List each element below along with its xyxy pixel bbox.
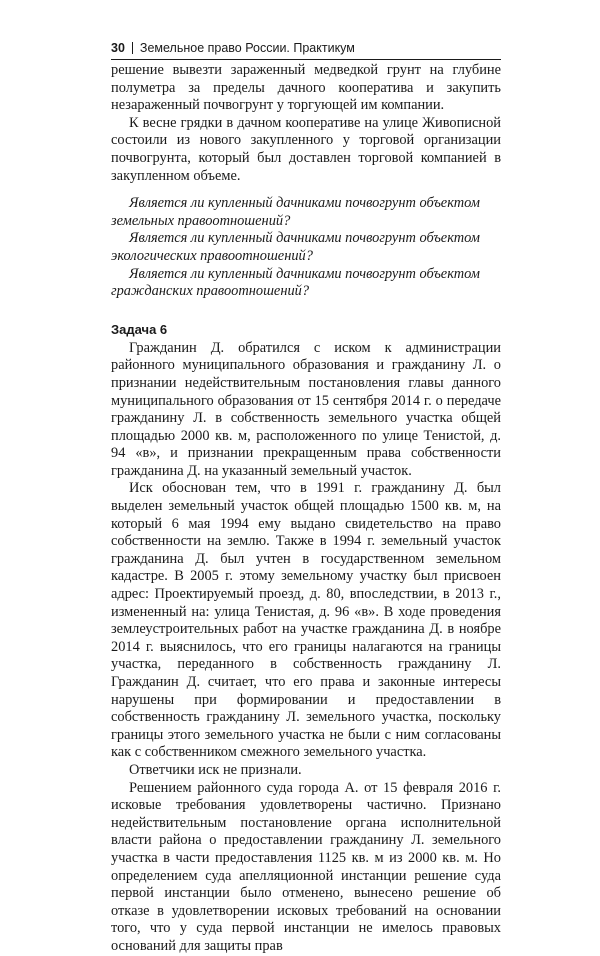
task-title: Задача 6 bbox=[111, 321, 168, 337]
header-separator bbox=[132, 42, 133, 54]
running-header bbox=[111, 40, 355, 56]
page-body bbox=[111, 62, 501, 956]
question-2: Является ли купленный дачниками почвогрунт объектом экологических правоотношений? bbox=[111, 230, 480, 264]
page-number: 30 bbox=[111, 41, 125, 55]
task-paragraph: Гражданин Д. обратился с иском к администрации районного муниципального образования и гражданину Л. о признании недействительным постановления главы данного муниципального образования от 15 сентября 2014 г. о передаче гражданину Л. в собственность земельного участка общей площадью 2000 кв. м, расположенного по улице Тенистой, д. 94 «в», и признании прекращенным права собственности гражданина Д. на указанный земельный участок. bbox=[111, 339, 501, 479]
task-paragraph: Решением районного суда города А. от 15 февраля 2016 г. исковые требования удовлетворены частично. Признано недействительным постановление органа исполнительной власти района о предоставлении гражданину Л. земельного участка в части предоставления 1125 кв. м из 2000 кв. м. Но определением суда апелляционной инстанции решение суда первой инстанции было отменено, вынесено решение об отказе в удовлетворении исковых требований на основании того, что у суда первой инстанции не имелось правовых оснований для защиты прав bbox=[111, 779, 501, 954]
task-paragraph: Ответчики иск не признали. bbox=[129, 761, 302, 778]
paragraph: К весне грядки в дачном кооперативе на улице Живописной состоили из нового закупленного у торговой организации почвогрунта, который был доставлен торговой компанией в закупленном объеме. bbox=[111, 114, 501, 184]
paragraph-continuation: решение вывезти зараженный медведкой грунт на глубине полуметра за пределы дачного кооператива и закупить незараженный почвогрунт у торгующей им компании. bbox=[111, 62, 501, 114]
running-title: Земельное право России. Практикум bbox=[139, 41, 355, 55]
task-paragraph: Иск обоснован тем, что в 1991 г. гражданину Д. был выделен земельный участок общей площадью 1500 кв. м, на который 6 мая 1994 ему выдано свидетельство на право собственности на землю. Также в 1994 г. земельный участок гражданина Д. был учтен в государственном земельном кадастре. В 2005 г. этому земельному участку был присвоен адрес: Проектируемый проезд, д. 80, впоследствии, в 2013 г., измененный на: улица Тенистая, д. 96 «в». В ходе проведения землеустроительных работ на участке гражданина Д. в ноябре 2014 г. выяснилось, что его границы налагаются на границы участка, переданного в собственность гражданину Л. Гражданин Д. считает, что его права и законные интересы нарушены при формировании и предоставлении в собственность гражданину Л. земельного участка, поскольку границы этого земельного участка не были с ним согласованы как с собственником смежного земельного участка. bbox=[111, 480, 501, 761]
header-rule bbox=[111, 59, 501, 60]
question-1: Является ли купленный дачниками почвогрунт объектом земельных правоотношений? bbox=[111, 195, 480, 229]
question-3: Является ли купленный дачниками почвогрунт объектом гражданских правоотношений? bbox=[111, 265, 480, 300]
